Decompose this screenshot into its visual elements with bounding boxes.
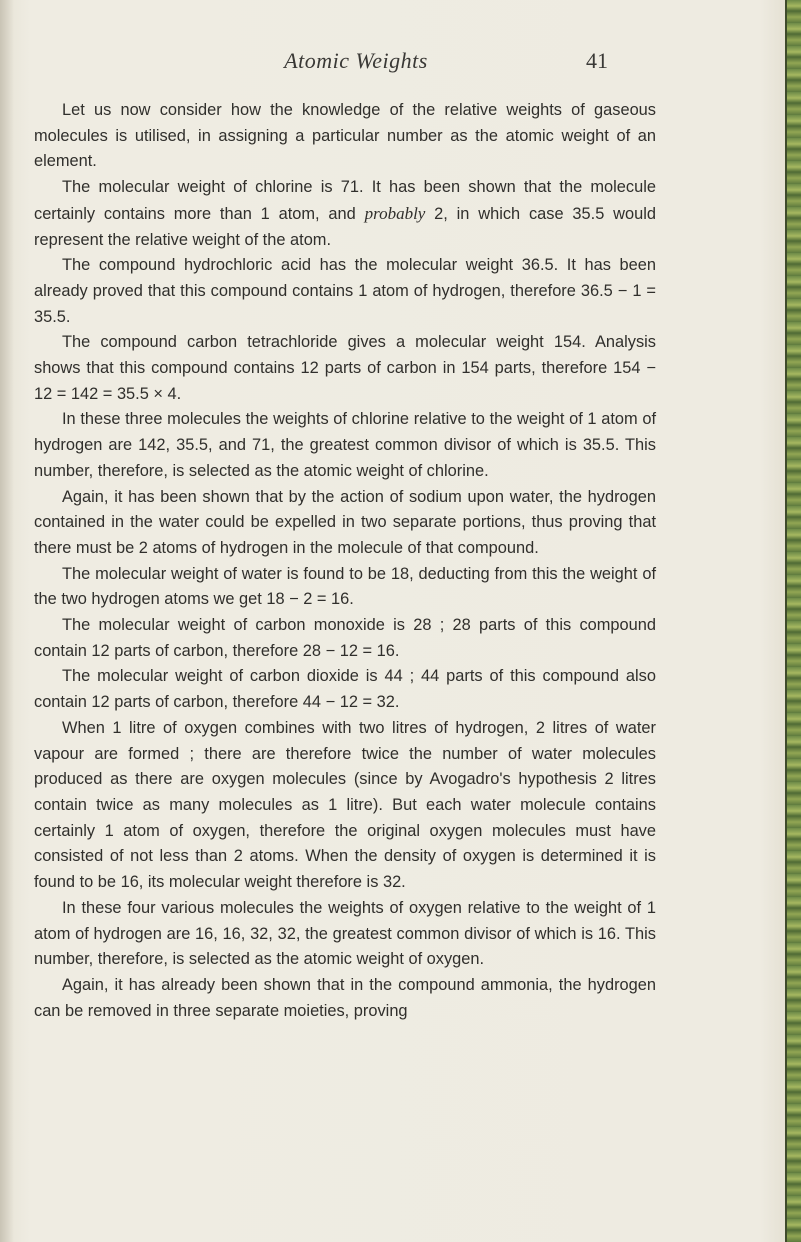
paragraph-oxygen-divisor: In these four various molecules the weights of oxygen relative to the weight of 1 atom of hydrogen are 16, 16, 32, 32, the greatest common divisor of which is 16. This number, therefore, is selected as the atomic weight of oxygen.	[34, 898, 656, 969]
emphasis-probably: probably	[364, 203, 426, 223]
page-edge	[785, 0, 801, 1242]
paragraph-carbon-dioxide: The molecular weight of carbon dioxide is 44 ; 44 parts of this compound also contain 12 parts of carbon, therefore 44 − 12 = 32.	[34, 667, 656, 712]
running-title: Atomic Weights	[284, 48, 428, 73]
running-head	[0, 48, 785, 78]
paragraph-sodium-water: Again, it has been shown that by the action of sodium upon water, the hydrogen contained in the water could be expelled in two separate portions, thus proving that there must be 2 atoms of hydrogen in the molecule of that compound.	[34, 487, 656, 557]
paragraph-text-before: The molecular weight of chlorine is 71. It has been shown that the molecule certainly contains more than 1 atom, and	[34, 178, 656, 223]
page-number: 41	[586, 48, 608, 73]
paragraph-text-after: 2, in which case 35.5 would represent the relative weight of the atom.	[34, 204, 656, 249]
paragraph-hydrochloric-acid: The compound hydrochloric acid has the molecular weight 36.5. It has been already proved that this compound contains 1 atom of hydrogen, therefore 36.5 − 1 = 35.5.	[34, 256, 656, 326]
paragraph-chlorine-molecular-weight	[34, 175, 656, 253]
paragraph-ammonia: Again, it has already been shown that in the compound ammonia, the hydrogen can be removed in three separate moieties, proving	[34, 975, 656, 1020]
paragraph-oxygen-litres: When 1 litre of oxygen combines with two litres of hydrogen, 2 litres of water vapour are formed ; there are therefore twice the number of water molecules produced as there are oxygen molecules (since by Avogadro's hypothesis 2 litres contain twice as many molecules as 1 litre). But each water molecule contains certainly 1 atom of oxygen, therefore the original oxygen molecules must have consisted of not less than 2 atoms. When the density of oxygen is determined it is found to be 16, its molecular weight therefore is 32.	[34, 718, 656, 892]
paragraph-intro: Let us now consider how the knowledge of the relative weights of gaseous molecules is utilised, in assigning a particular number as the atomic weight of an element.	[34, 101, 656, 171]
spine-shadow	[0, 0, 14, 1242]
paragraph-carbon-tetrachloride: The compound carbon tetrachloride gives a molecular weight 154. Analysis shows that this compound contains 12 parts of carbon in 154 parts, therefore 154 − 12 = 142 = 35.5 × 4.	[34, 333, 656, 403]
paragraph-water-weight: The molecular weight of water is found to be 18, deducting from this the weight of the two hydrogen atoms we get 18 − 2 = 16.	[34, 564, 656, 609]
paragraph-chlorine-divisor: In these three molecules the weights of chlorine relative to the weight of 1 atom of hydrogen are 142, 35.5, and 71, the greatest common divisor of which is 35.5. This number, therefore, is selected as the atomic weight of chlorine.	[34, 410, 656, 480]
body-text	[34, 98, 656, 1024]
paragraph-carbon-monoxide: The molecular weight of carbon monoxide is 28 ; 28 parts of this compound contain 12 parts of carbon, therefore 28 − 12 = 16.	[34, 616, 656, 660]
